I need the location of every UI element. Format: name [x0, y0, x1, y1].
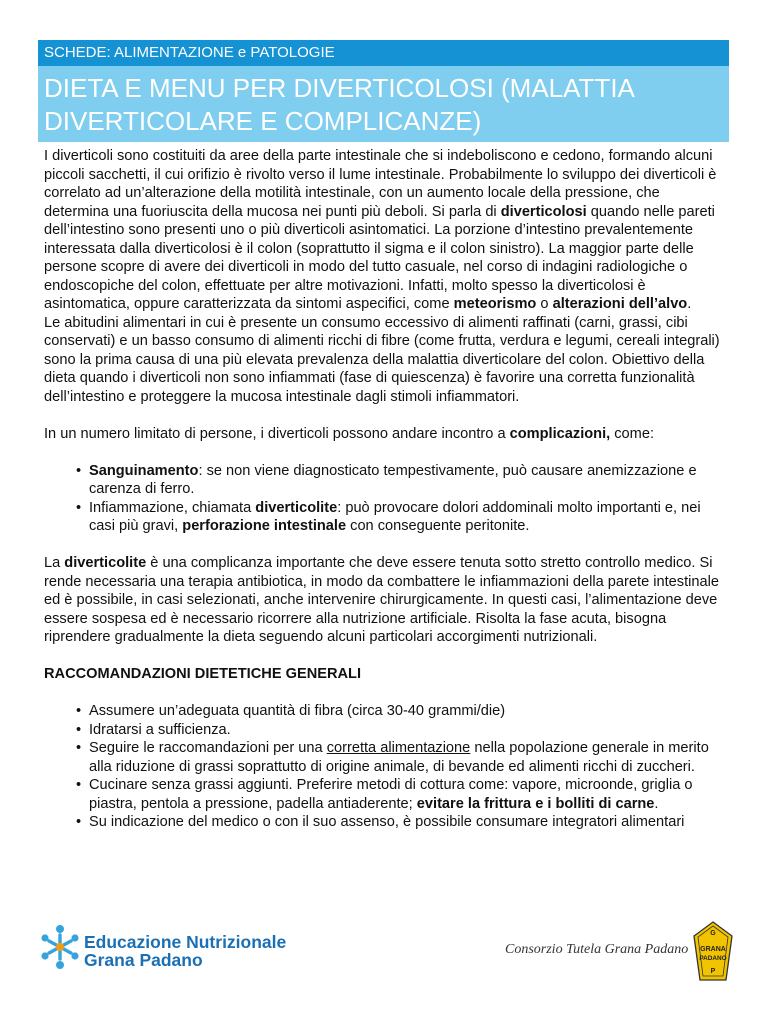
text-run: nella popolazione generale in merito alla riduzione di grassi soprattutto di origine animale, di bevande ed alimenti ricchi di zuccheri.	[89, 740, 709, 775]
snowflake-people-icon	[38, 922, 82, 972]
grana-padano-badge-icon	[693, 921, 733, 981]
text-run: : può provocare dolori addominali molto importanti e, nei casi più gravi,	[89, 499, 701, 534]
text-run: come:	[610, 425, 654, 442]
list-item	[44, 776, 728, 813]
logo-text	[84, 933, 286, 969]
list-item	[44, 739, 728, 776]
section-label: SCHEDE: ALIMENTAZIONE e PATOLOGIE	[44, 44, 335, 61]
term-diverticolite: diverticolite	[255, 499, 338, 516]
section-heading: RACCOMANDAZIONI DIETETICHE GENERALI	[44, 666, 362, 682]
section-header	[38, 40, 729, 66]
diet-paragraph: Le abitudini alimentari in cui è presente un consumo eccessivo di alimenti raffinati (carni, grassi, cibi conservati) e un basso consumo di alimenti ricchi di fibre (come frutta, verdura e legumi, cereali integrali) sono la prima causa di una più elevata prevalenza della malattia diverticolare del colon. Obiettivo della dieta quando i diverticoli non sono infiammati (fase di quiescenza) è favorire una corretta funzionalità dell’intestino e proteggere la mucosa intestinale dagli stimoli infiammatori.	[44, 314, 720, 405]
badge-word-padano: PADANO	[699, 955, 727, 962]
text-run: o	[536, 296, 553, 312]
term-diverticolite: diverticolite	[64, 555, 147, 571]
badge-bottom-letter: P	[710, 968, 716, 975]
term-perforazione: perforazione intestinale	[182, 518, 347, 534]
text-run: è una complicanza importante che deve essere tenuta sotto stretto controllo medico. Si rende necessaria una terapia antibiotica, in modo da combattere le infiammazioni della parete intestinale ed è possibile, in casi selezionati, anche intervenire chirurgicamente. In questi casi, l’alimentazione deve essere sospesa ed è necessario ricorrere alla nutrizione artificiale. Risolta la fase acuta, bisogna riprendere gradualmente la dieta seguendo alcuni particolari accorgimenti nutrizionali.	[44, 555, 719, 645]
diverticolite-paragraph	[44, 554, 728, 647]
recommendations-list	[44, 702, 728, 832]
page-title-line-1: DIETA E MENU PER DIVERTICOLOSI (MALATTIA	[44, 73, 635, 103]
term-evitare-frittura: evitare la frittura e i bolliti di carne	[416, 795, 655, 812]
page-title	[38, 66, 729, 142]
complications-list	[44, 462, 728, 536]
text-run: In un numero limitato di persone, i diverticoli possono andare incontro a	[44, 425, 510, 442]
badge-word-grana: GRANA	[700, 946, 726, 953]
list-item	[44, 499, 728, 536]
list-item: • Su indicazione del medico o con il suo assenso, è possibile consumare integratori alimentari	[44, 813, 728, 832]
list-item: • Idratarsi a sufficienza.	[44, 721, 728, 740]
logo-line-1: Educazione Nutrizionale	[84, 932, 287, 952]
text-run: I diverticoli sono costituiti da aree della parte intestinale che si indeboliscono e cedono, formando alcuni piccoli sacchetti, il cui orifizio è rivolto verso il lume intestinale. Probabilmente lo sviluppo dei diverticoli è correlato ad un’alterazione della motilità intestinale, con un aumento locale della pressione, che determina una fuoriuscita della mucosa nei punti più deboli. Si parla di	[44, 148, 717, 220]
intro-paragraph	[44, 147, 728, 314]
educazione-nutrizionale-logo	[38, 922, 287, 972]
text-run: : se non viene diagnosticato tempestivamente, può causare anemizzazione e carenza di ferro.	[89, 462, 697, 497]
corretta-alimentazione-link[interactable]: corretta alimentazione	[326, 740, 471, 756]
text-run: .	[687, 296, 692, 312]
term-sanguinamento: Sanguinamento	[89, 462, 199, 479]
text-run: Infiammazione, chiamata	[89, 499, 256, 516]
list-item: • Assumere un’adeguata quantità di fibra (circa 30-40 grammi/die)	[44, 702, 728, 721]
term-meteorismo: meteorismo	[453, 296, 537, 312]
article-body	[44, 147, 728, 832]
logo-line-2: Grana Padano	[84, 950, 203, 970]
text-run: Seguire le raccomandazioni per una	[89, 740, 327, 756]
text-run: con conseguente peritonite.	[346, 518, 530, 534]
text-run: Cucinare senza grassi aggiunti. Preferire metodi di cottura come: vapore, microonde, griglia o piastra, pentola a pressione, padella antiaderente;	[89, 777, 693, 812]
term-diverticolosi: diverticolosi	[500, 203, 587, 220]
text-run: quando nelle pareti dell’intestino sono presenti uno o più diverticoli asintomatici. La porzione d’intestino prevalentemente interessata dalla diverticolosi è il colon (soprattutto il sigma e il colon sinistro). La maggior parte delle persone scopre di avere dei diverticoli in modo del tutto casuale, nel corso di indagini radiologiche o endoscopiche del colon, effettuate per altre motivazioni. Infatti, molto spesso la diverticolosi è asintomatica, oppure caratterizzata da sintomi aspecifici, come	[44, 203, 715, 312]
badge-top-letter: G	[710, 930, 716, 937]
complications-intro	[44, 425, 728, 444]
page-title-line-2: DIVERTICOLARE E COMPLICANZE)	[44, 106, 482, 136]
consorzio-signature: Consorzio Tutela Grana Padano	[505, 942, 689, 957]
term-complicazioni: complicazioni,	[509, 425, 611, 442]
term-alterazioni-alvo: alterazioni dell’alvo	[552, 296, 688, 312]
text-run: .	[654, 795, 659, 812]
list-item	[44, 462, 728, 499]
text-run: La	[44, 555, 65, 571]
